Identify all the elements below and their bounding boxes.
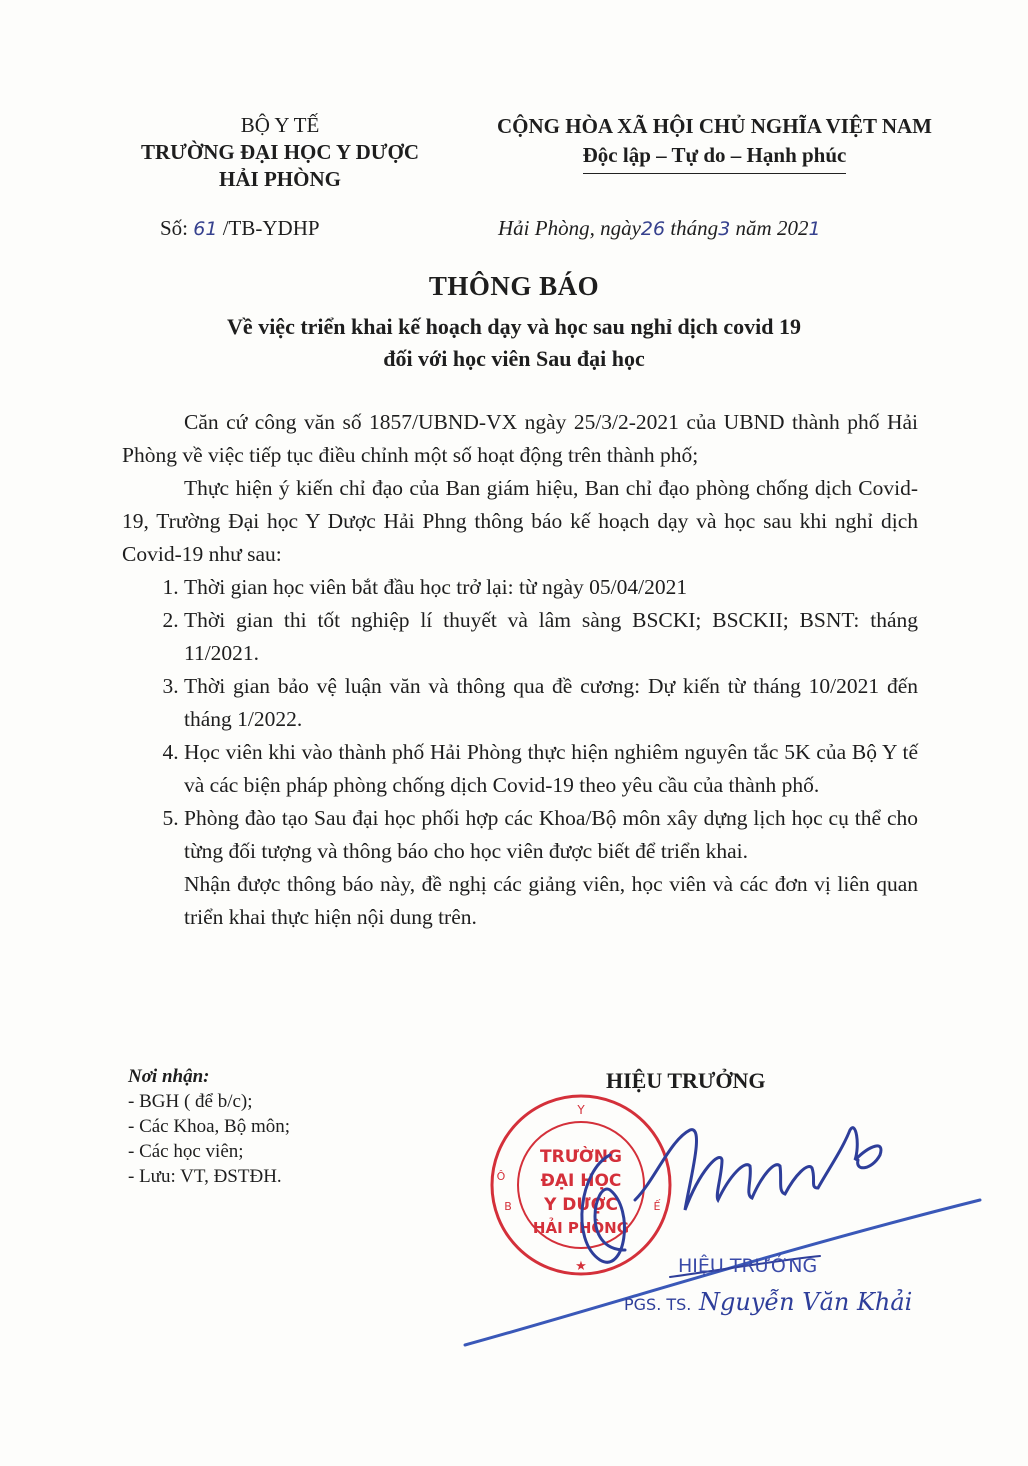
- recipients-block: [128, 1064, 290, 1189]
- handwritten-month: 3: [718, 218, 731, 240]
- signer-role: HIỆU TRƯỞNG: [606, 1068, 766, 1093]
- handwritten-year-digit: 1: [808, 218, 821, 240]
- document-subtitle: Về việc triển khai kế hoạch dạy và học sau nghỉ dịch covid 19 đối với học viên Sau đại học: [227, 314, 801, 371]
- list-item: 5. Phòng đào tạo Sau đại học phối hợp các Khoa/Bộ môn xây dựng lịch học cụ thể cho từng đối tượng và thông báo cho học viên được biết để triển khai.: [184, 802, 918, 868]
- recipient-item: - Các Khoa, Bộ môn;: [128, 1116, 291, 1137]
- document-title: THÔNG BÁO: [428, 271, 600, 301]
- national-motto: Độc lập – Tự do – Hạnh phúc: [583, 141, 847, 174]
- svg-text:★: ★: [575, 1259, 587, 1274]
- issuer-header: [100, 112, 460, 193]
- nation-name: CỘNG HÒA XÃ HỘI CHỦ NGHĨA VIỆT NAM: [496, 114, 933, 138]
- paragraph-directive: Thực hiện ý kiến chỉ đạo của Ban giám hiệu, Ban chỉ đạo phòng chống dịch Covid-19, Trường Đại học Y Dược Hải Phng thông báo kế hoạch dạy và học sau khi nghỉ dịch Covid-19 như sau:: [122, 476, 918, 566]
- document-body: [122, 406, 918, 934]
- school-name-line2: HẢI PHÒNG: [219, 167, 341, 191]
- document-number: Số: 61 /TB-YDHP: [160, 216, 320, 240]
- list-item: 1. Thời gian học viên bắt đầu học trở lại: từ ngày 05/04/2021: [184, 571, 918, 604]
- plan-items-list: [122, 571, 918, 868]
- handwritten-number: 61: [193, 218, 218, 240]
- svg-text:ĐẠI HỌC: ĐẠI HỌC: [540, 1171, 622, 1191]
- list-item: 3. Thời gian bảo vệ luận văn và thông qua đề cương: Dự kiến từ tháng 10/2021 đến tháng 1/2022.: [184, 670, 918, 736]
- document-date: Hải Phòng, ngày26 tháng3 năm 2021: [498, 216, 821, 240]
- svg-text:Ế: Ế: [653, 1200, 661, 1213]
- svg-text:Y DƯỢC: Y DƯỢC: [544, 1195, 618, 1215]
- svg-text:Ô: Ô: [496, 1170, 506, 1183]
- svg-text:HẢI PHÒNG: HẢI PHÒNG: [532, 1219, 630, 1237]
- signer-name: [624, 1288, 912, 1316]
- school-name-line1: TRƯỜNG ĐẠI HỌC Y DƯỢC: [140, 140, 420, 164]
- paragraph-legal-basis: Căn cứ công văn số 1857/UBND-VX ngày 25/3/2-2021 của UBND thành phố Hải Phòng về việc tiếp tục điều chỉnh một số hoạt động trên thành phố;: [122, 410, 918, 467]
- list-item: 2. Thời gian thi tốt nghiệp lí thuyết và lâm sàng BSCKI; BSCKII; BSNT: tháng 11/2021.: [184, 604, 918, 670]
- handwritten-signature: [460, 1100, 990, 1360]
- svg-text:B: B: [504, 1200, 512, 1213]
- signer-full-name: Nguyễn Văn Khải: [699, 1288, 913, 1316]
- svg-text:Y: Y: [577, 1103, 585, 1117]
- closing-paragraph: Nhận được thông báo này, đề nghị các giảng viên, học viên và các đơn vị liên quan triển khai thực hiện nội dung trên.: [184, 872, 918, 929]
- recipient-item: - BGH ( để b/c);: [128, 1091, 253, 1112]
- recipient-item: - Các học viên;: [128, 1141, 244, 1162]
- signer-degree: PGS. TS.: [624, 1295, 692, 1314]
- ministry-name: BỘ Y TẾ: [240, 113, 320, 137]
- recipients-title: Nơi nhận:: [128, 1066, 210, 1087]
- national-header: [462, 112, 967, 174]
- stamp-signer-title: HIỆU TRƯỞNG: [678, 1255, 818, 1277]
- list-item: 4. Học viên khi vào thành phố Hải Phòng thực hiện nghiêm nguyên tắc 5K của Bộ Y tế và các biện pháp phòng chống dịch Covid-19 theo yêu cầu của thành phố.: [184, 736, 918, 802]
- svg-text:TRƯỜNG: TRƯỜNG: [540, 1147, 622, 1167]
- handwritten-day: 26: [640, 218, 666, 240]
- recipient-item: - Lưu: VT, ĐSTĐH.: [128, 1166, 282, 1187]
